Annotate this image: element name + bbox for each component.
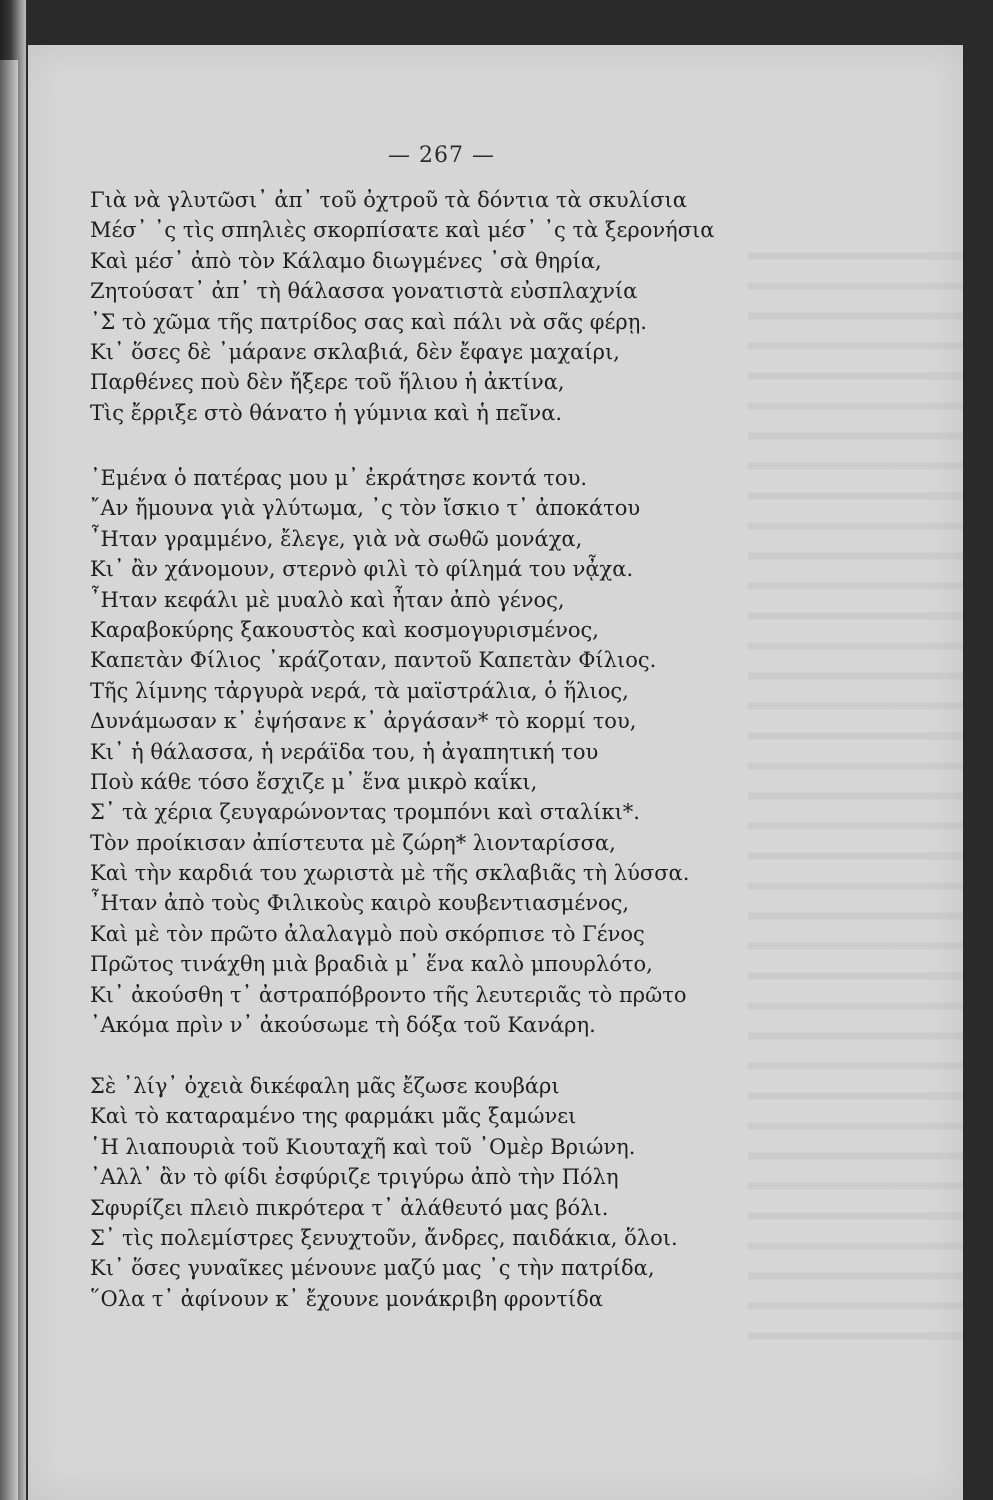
verse-line: Κι᾽ ἡ θάλασσα, ἡ νεράϊδα του, ἡ ἀγαπητική του: [90, 739, 599, 764]
verse-line: Καπετὰν Φίλιος ᾽κράζοταν, παντοῦ Καπετὰν Φίλιος.: [90, 648, 657, 673]
verse-line: Δυνάμωσαν κ᾽ ἐψήσανε κ᾽ ἀργάσαν* τὸ κορμί του,: [90, 709, 637, 734]
verse-line: Τὸν προίκισαν ἀπίστευτα μὲ ζώρη* λιονταρίσσα,: [90, 830, 616, 855]
verse-line: ᾽Ακόμα πρὶν ν᾽ ἀκούσωμε τὴ δόξα τοῦ Κανάρη.: [90, 1013, 596, 1038]
verse-line: Καὶ τὴν καρδιά του χωριστὰ μὲ τῆς σκλαβιᾶς τὴ λύσσα.: [90, 861, 690, 886]
verse-line: Καὶ μὲ τὸν πρῶτο ἀλαλαγμὸ ποὺ σκόρπισε τὸ Γένος: [90, 921, 645, 946]
verse-line: Κι᾽ ἂν χάνομουν, στερνὸ φιλὶ τὸ φίλημά του νᾆχα.: [90, 557, 634, 582]
verse-line: Κι᾽ ἀκούσθη τ᾽ ἀστραπόβροντο τῆς λευτεριᾶς τὸ πρῶτο: [90, 982, 687, 1007]
stanza-3: [90, 1071, 790, 1314]
verse-line: Ποὺ κάθε τόσο ἔσχιζε μ᾽ ἕνα μικρὸ καΐκι,: [90, 769, 538, 794]
verse-line: Μέσ᾽ ᾽ς τὶς σπηλιὲς σκορπίσατε καὶ μέσ᾽ ᾽ς τὰ ξερονήσια: [90, 218, 715, 243]
verse-line: Παρθένες ποὺ δὲν ἤξερε τοῦ ἥλιου ἡ ἀκτίνα,: [90, 370, 565, 395]
verse-line: Κι᾽ ὅσες δὲ ᾽μάρανε σκλαβιά, δὲν ἔφαγε μαχαίρι,: [90, 339, 620, 364]
verse-line: ῾Η λιαπουριὰ τοῦ Κιουταχῆ καὶ τοῦ ᾽Ομὲρ Βριώνη.: [90, 1134, 636, 1159]
verse-line: Τὶς ἔρριξε στὸ θάνατο ἡ γύμνια καὶ ἡ πεῖνα.: [90, 400, 563, 425]
verse-line: ῏Ηταν γραμμένο, ἔλεγε, γιὰ νὰ σωθῶ μονάχα,: [90, 526, 583, 551]
verse-line: Σφυρίζει πλειὸ πικρότερα τ᾽ ἀλάθευτό μας βόλι.: [90, 1195, 609, 1220]
verse-line: ῎Αν ἤμουνα γιὰ γλύτωμα, ᾽ς τὸν ἴσκιο τ᾽ ἀποκάτου: [90, 496, 641, 521]
book-page: [28, 45, 963, 1500]
verse-line: Σὲ ᾽λίγ᾽ ὀχειὰ δικέφαλη μᾶς ἔζωσε κουβάρι: [90, 1074, 560, 1098]
verse-line: Γιὰ νὰ γλυτῶσι᾽ ἀπ᾽ τοῦ ὀχτροῦ τὰ δόντια τὰ σκυλίσια: [90, 188, 687, 212]
verse-line: Καὶ μέσ᾽ ἀπὸ τὸν Κάλαμο διωγμένες ᾽σὰ θηρία,: [90, 248, 602, 273]
verse-line: ῞Ολα τ᾽ ἀφίνουν κ᾽ ἔχουνε μονάκριβη φροντίδα: [90, 1286, 603, 1311]
verse-line: Σ᾽ τὰ χέρια ζευγαρώνοντας τρομπόνι καὶ σταλίκι*.: [90, 800, 640, 825]
previous-page-edge: [0, 60, 18, 1500]
verse-line: Ζητούσατ᾽ ἀπ᾽ τὴ θάλασσα γονατιστὰ εὐσπλαχνία: [90, 279, 638, 304]
verse-line: Καὶ τὸ καταραμένο της φαρμάκι μᾶς ξαμώνει: [90, 1104, 577, 1129]
verse-line: ᾽Εμένα ὁ πατέρας μου μ᾽ ἐκράτησε κοντά του.: [90, 466, 588, 490]
verse-line: ῏Ηταν ἀπὸ τοὺς Φιλικοὺς καιρὸ κουβεντιασμένος,: [90, 891, 630, 916]
verse-line: ᾽Αλλ᾽ ἂν τὸ φίδι ἐσφύριζε τριγύρω ἀπὸ τὴν Πόλη: [90, 1165, 619, 1190]
verse-line: Πρῶτος τινάχθη μιὰ βραδιὰ μ᾽ ἕνα καλὸ μπουρλότο,: [90, 952, 653, 977]
verse-line: Τῆς λίμνης τἀργυρὰ νερά, τὰ μαϊστράλια, ὁ ἥλιος,: [90, 678, 629, 703]
verse-line: Κι᾽ ὅσες γυναῖκες μένουνε μαζύ μας ᾽ς τὴν πατρίδα,: [90, 1256, 655, 1281]
verse-line: ῏Ηταν κεφάλι μὲ μυαλὸ καὶ ἦταν ἀπὸ γένος,: [90, 587, 565, 612]
verse-line: ᾽Σ τὸ χῶμα τῆς πατρίδος σας καὶ πάλι νὰ σᾶς φέρῃ.: [90, 309, 647, 334]
stanza-1: [90, 185, 790, 428]
page-number: — 267 —: [388, 143, 495, 168]
stanza-2: [90, 463, 790, 1040]
verse-line: Σ᾽ τὶς πολεμίστρες ξενυχτοῦν, ἄνδρες, παιδάκια, ὅλοι.: [90, 1225, 678, 1250]
verse-line: Καραβοκύρης ξακουστὸς καὶ κοσμογυρισμένος,: [90, 617, 599, 642]
